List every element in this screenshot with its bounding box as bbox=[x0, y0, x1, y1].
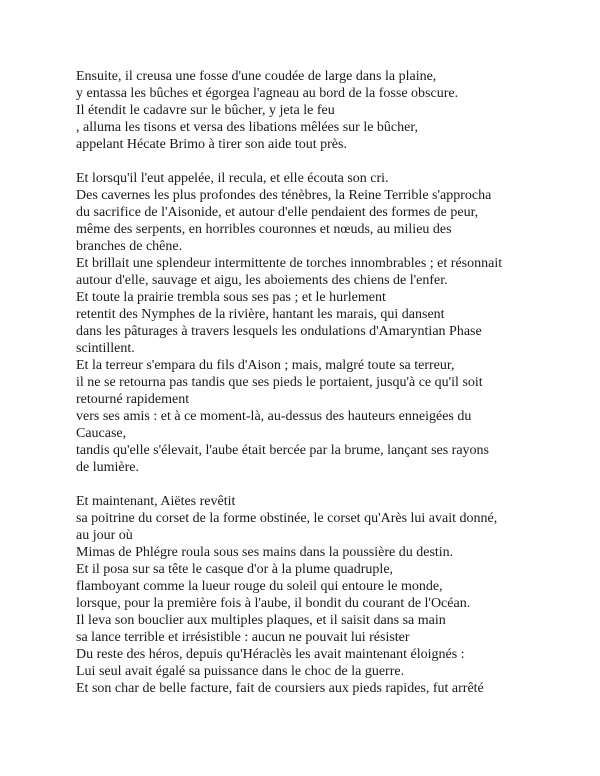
text-line: Et brillait une splendeur intermittente de torches innombrables ; et résonnait bbox=[76, 256, 503, 271]
text-line: Du reste des héros, depuis qu'Héraclès les avait maintenant éloignés : bbox=[76, 647, 465, 662]
text-line: lorsque, pour la première fois à l'aube, il bondit du courant de l'Océan. bbox=[76, 596, 471, 611]
text-line: sa lance terrible et irrésistible : aucun ne pouvait lui résister bbox=[76, 630, 410, 645]
text-line: Mimas de Phlégre roula sous ses mains dans la poussière du destin. bbox=[76, 545, 454, 560]
text-line: y entassa les bûches et égorgea l'agneau au bord de la fosse obscure. bbox=[76, 86, 459, 101]
text-line: Et lorsqu'il l'eut appelée, il recula, et elle écouta son cri. bbox=[76, 171, 389, 186]
text-line: dans les pâturages à travers lesquels les ondulations d'Amaryntian Phase bbox=[76, 324, 482, 339]
text-line: vers ses amis : et à ce moment-là, au-dessus des hauteurs enneigées du bbox=[76, 409, 472, 424]
text-line: Et il posa sur sa tête le casque d'or à la plume quadruple, bbox=[76, 562, 394, 577]
stanza-1 bbox=[76, 68, 536, 153]
text-line: retentit des Nymphes de la rivière, hantant les marais, qui dansent bbox=[76, 307, 445, 322]
text-line: Des cavernes les plus profondes des ténèbres, la Reine Terrible s'approcha bbox=[76, 188, 492, 203]
text-line: scintillent. bbox=[76, 341, 135, 356]
text-line: retourné rapidement bbox=[76, 392, 190, 407]
text-line: autour d'elle, sauvage et aigu, les aboiements des chiens de l'enfer. bbox=[76, 273, 448, 288]
text-line: Et la terreur s'empara du fils d'Aison ; mais, malgré toute sa terreur, bbox=[76, 358, 455, 373]
text-line: appelant Hécate Brimo à tirer son aide tout près. bbox=[76, 137, 347, 152]
text-line: même des serpents, en horribles couronnes et nœuds, au milieu des bbox=[76, 222, 452, 237]
text-line: sa poitrine du corset de la forme obstinée, le corset qu'Arès lui avait donné, bbox=[76, 511, 498, 526]
document-body bbox=[76, 68, 536, 714]
text-line: Caucase, bbox=[76, 426, 127, 441]
text-line: branches de chêne. bbox=[76, 239, 183, 254]
text-line: du sacrifice de l'Aisonide, et autour d'elle pendaient des formes de peur, bbox=[76, 205, 479, 220]
text-line: Il étendit le cadavre sur le bûcher, y jeta le feu bbox=[76, 103, 335, 118]
text-line: au jour où bbox=[76, 528, 133, 543]
text-line: il ne se retourna pas tandis que ses pieds le portaient, jusqu'à ce qu'il soit bbox=[76, 375, 483, 390]
stanza-3 bbox=[76, 493, 536, 697]
text-line: Ensuite, il creusa une fosse d'une coudée de large dans la plaine, bbox=[76, 69, 437, 84]
text-line: Lui seul avait égalé sa puissance dans le choc de la guerre. bbox=[76, 664, 405, 679]
text-line: tandis qu'elle s'élevait, l'aube était bercée par la brume, lançant ses rayons bbox=[76, 443, 490, 458]
stanza-2 bbox=[76, 170, 536, 476]
text-line: Il leva son bouclier aux multiples plaques, et il saisit dans sa main bbox=[76, 613, 446, 628]
text-line: Et maintenant, Aiëtes revêtit bbox=[76, 494, 236, 509]
text-line: , alluma les tisons et versa des libations mêlées sur le bûcher, bbox=[76, 120, 418, 135]
text-line: Et son char de belle facture, fait de coursiers aux pieds rapides, fut arrêté bbox=[76, 681, 484, 696]
text-line: de lumière. bbox=[76, 460, 139, 475]
text-line: flamboyant comme la lueur rouge du soleil qui entoure le monde, bbox=[76, 579, 443, 594]
text-line: Et toute la prairie trembla sous ses pas ; et le hurlement bbox=[76, 290, 386, 305]
